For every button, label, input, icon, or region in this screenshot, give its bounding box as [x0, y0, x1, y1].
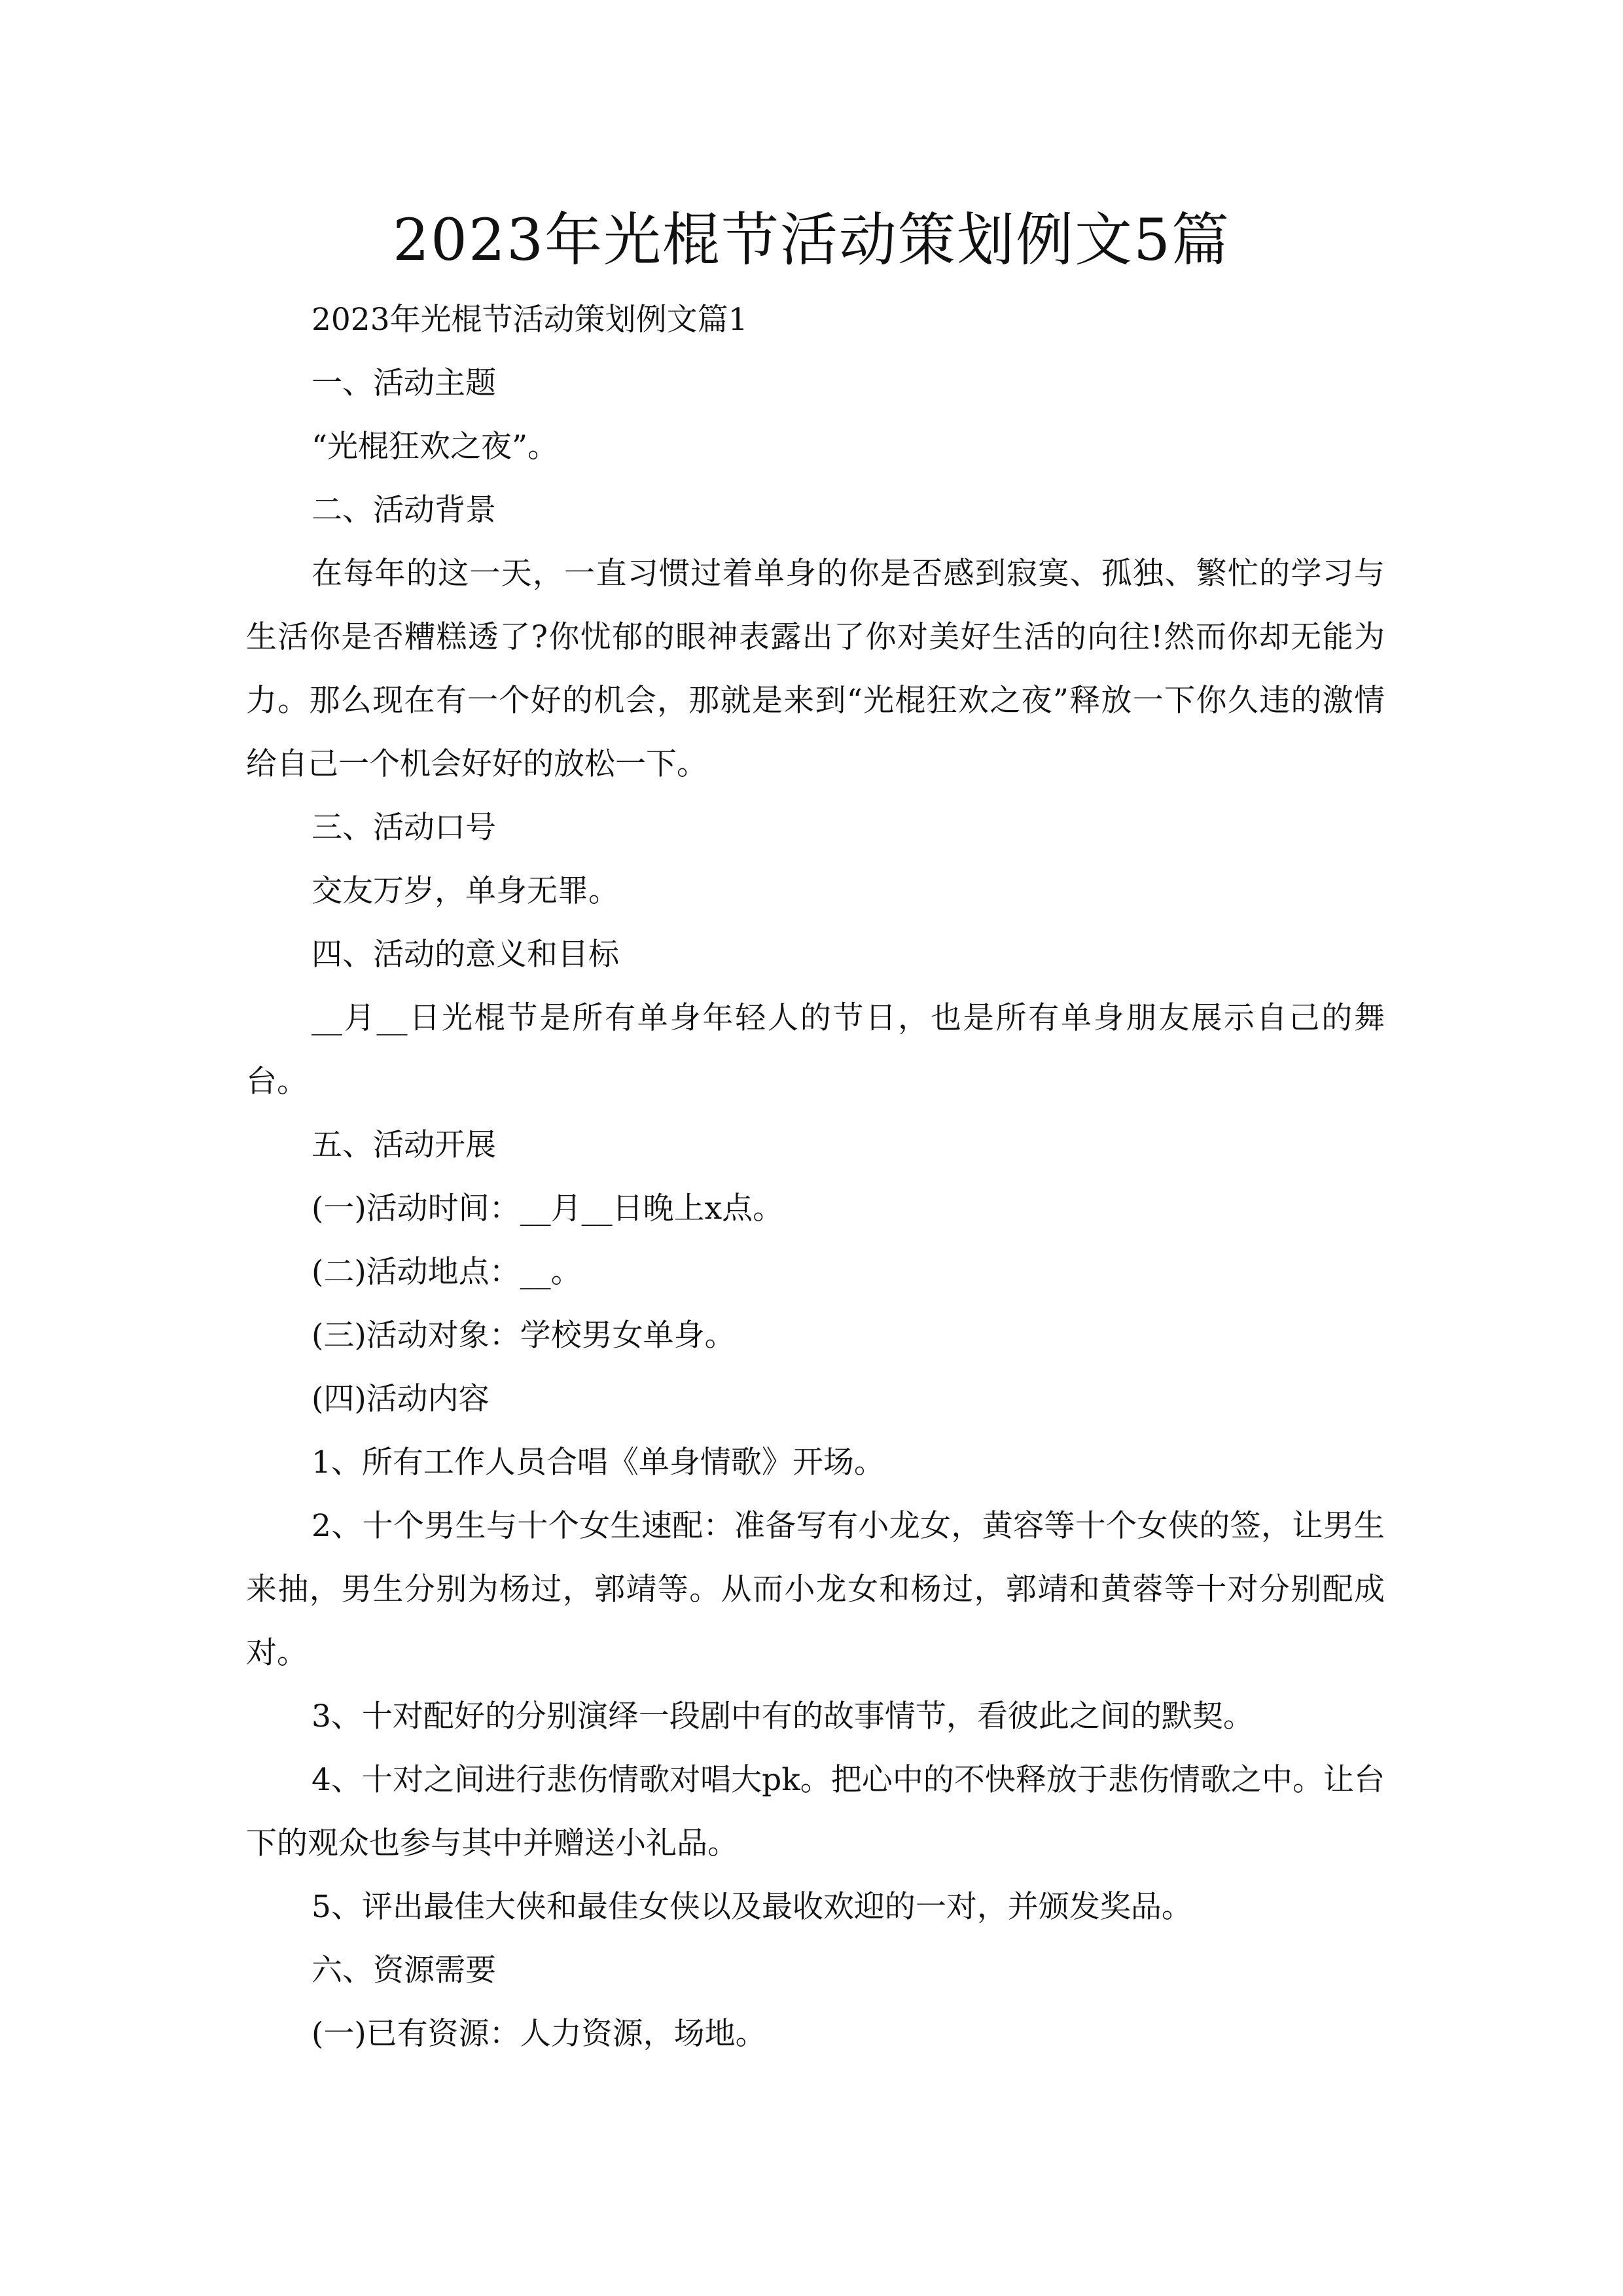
- heading-significance-goals: 四、活动的意义和目标: [312, 937, 619, 973]
- heading-activity-background: 二、活动背景: [312, 492, 496, 528]
- list-item-5: 5、评出最佳大侠和最佳女侠以及最收欢迎的一对，并颁发奖品。: [312, 1889, 1192, 1925]
- heading-activity-content: (四)活动内容: [312, 1381, 490, 1417]
- list-item-3: 3、十对配好的分别演绎一段剧中有的故事情节，看彼此之间的默契。: [312, 1698, 1254, 1734]
- section-subtitle: 2023年光棍节活动策划例文篇1: [312, 302, 748, 338]
- heading-resource-needs: 六、资源需要: [312, 1952, 496, 1988]
- paragraph-background: 在每年的这一天，一直习惯过着单身的你是否感到寂寞、孤独、繁忙的学习与生活你是否糟糕透了?你忧郁的眼神表露出了你对美好生活的向往!然而你却无能为力。那么现在有一个好的机会，那就是来到“光棍狂欢之夜”释放一下你久违的激情给自己一个机会好好的放松一下。: [246, 556, 1385, 782]
- paragraph-location: (二)活动地点：__。: [312, 1254, 582, 1290]
- document-body: [246, 288, 1385, 2066]
- paragraph-theme: “光棍狂欢之夜”。: [312, 429, 559, 465]
- list-item-2: 2、十个男生与十个女生速配：准备写有小龙女，黄容等十个女侠的签，让男生来抽，男生分别为杨过，郭靖等。从而小龙女和杨过，郭靖和黄蓉等十对分别配成对。: [246, 1508, 1385, 1671]
- heading-activity-development: 五、活动开展: [312, 1127, 496, 1163]
- paragraph-existing-resources: (一)已有资源：人力资源，场地。: [312, 2016, 766, 2052]
- heading-activity-theme: 一、活动主题: [312, 365, 496, 401]
- heading-activity-slogan: 三、活动口号: [312, 810, 496, 846]
- paragraph-audience: (三)活动对象：学校男女单身。: [312, 1318, 736, 1354]
- paragraph-time: (一)活动时间：__月__日晚上x点。: [312, 1191, 784, 1227]
- paragraph-slogan: 交友万岁，单身无罪。: [312, 873, 619, 909]
- list-item-1: 1、所有工作人员合唱《单身情歌》开场。: [312, 1444, 885, 1480]
- list-item-4: 4、十对之间进行悲伤情歌对唱大pk。把心中的不快释放于悲伤情歌之中。让台下的观众也参与其中并赠送小礼品。: [246, 1762, 1385, 1861]
- document-title: 2023年光棍节活动策划例文5篇: [393, 206, 1230, 274]
- paragraph-significance: __月__日光棍节是所有单身年轻人的节日，也是所有单身朋友展示自己的舞台。: [246, 1000, 1385, 1100]
